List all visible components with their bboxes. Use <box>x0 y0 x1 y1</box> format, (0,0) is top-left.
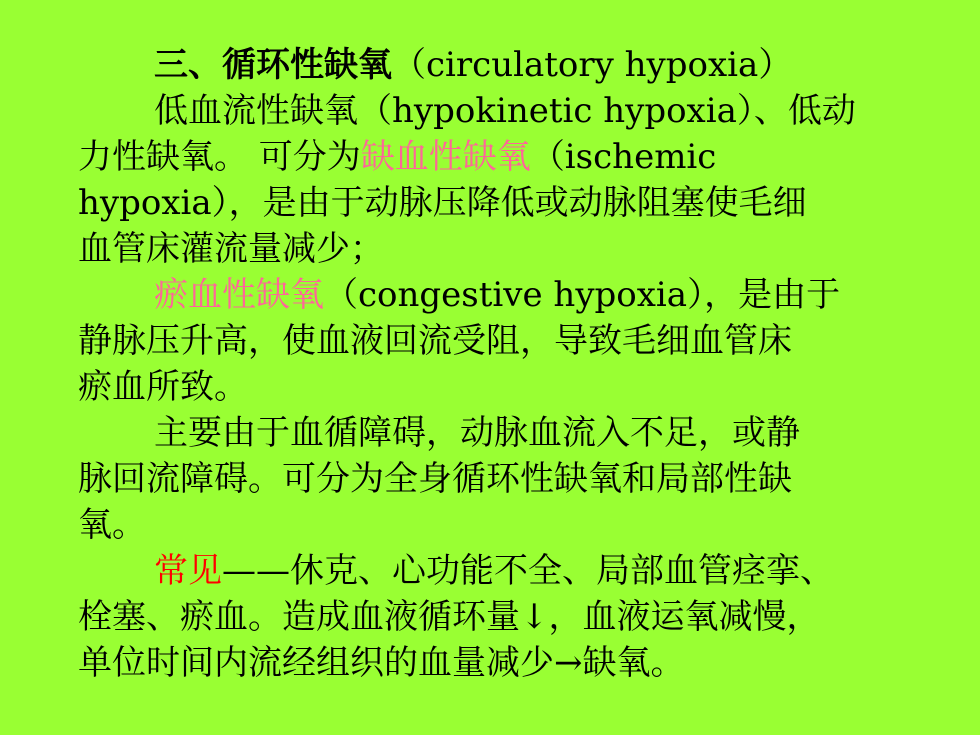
common-label: 常见 <box>154 551 222 591</box>
para3-line1: 主要由于血循障碍，动脉血流入不足，或静 <box>154 413 800 453</box>
congestive-hypoxia-english: （congestive hypoxia），是由于 <box>324 275 841 315</box>
para2-line2: 静脉压升高，使血液回流受阻，导致毛细血管床 <box>78 321 792 361</box>
para1-line3: hypoxia），是由于动脉压降低或动脉阻塞使毛细 <box>78 183 807 223</box>
para3-line2: 脉回流障碍。可分为全身循环性缺氧和局部性缺 <box>78 459 792 499</box>
para4-line1-text: ——休克、心功能不全、局部血管痉挛、 <box>222 551 834 591</box>
para1-line2-text: 力性缺氧。 可分为 <box>78 137 361 177</box>
title-chinese: 三、循环性缺氧 <box>154 45 392 85</box>
ischemic-hypoxia-english: （ischemic <box>530 137 717 177</box>
para1-line2 <box>78 137 958 177</box>
ischemic-hypoxia-term: 缺血性缺氧 <box>360 137 531 177</box>
para4-line1 <box>154 551 980 591</box>
para3-line3: 氧。 <box>78 505 146 545</box>
para1-line1: 低血流性缺氧（hypokinetic hypoxia）、低动 <box>154 91 856 131</box>
para4-line2: 栓塞、瘀血。造成血液循环量↓，血液运氧减慢， <box>78 597 821 637</box>
para2-line1 <box>154 275 980 315</box>
congestive-hypoxia-term: 瘀血性缺氧 <box>154 275 324 315</box>
para2-line3: 瘀血所致。 <box>78 367 248 407</box>
para1-line4: 血管床灌流量减少； <box>78 229 384 269</box>
slide-title <box>154 45 980 85</box>
para4-line3: 单位时间内流经组织的血量减少→缺氧。 <box>78 643 685 683</box>
title-english: （circulatory hypoxia） <box>392 45 793 85</box>
